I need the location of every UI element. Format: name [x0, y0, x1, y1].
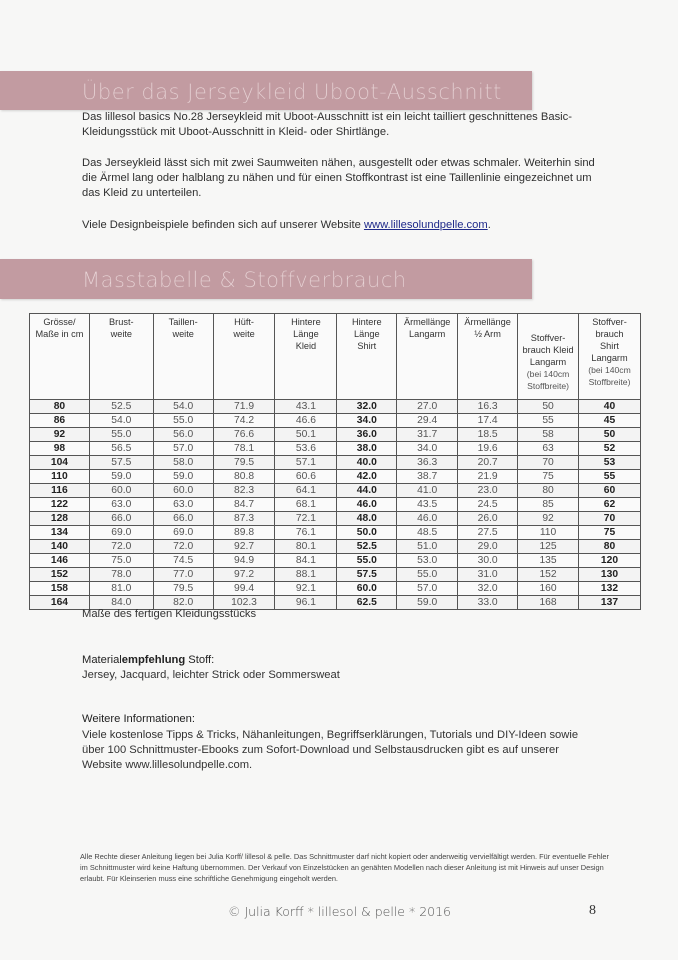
website-paragraph	[82, 218, 602, 233]
table-row	[30, 554, 641, 568]
table-cell: 70	[579, 512, 641, 526]
table-cell: 52	[579, 442, 641, 456]
size-table	[29, 313, 641, 610]
table-cell: 76.6	[213, 428, 275, 442]
table-cell: 84.7	[213, 498, 275, 512]
table-cell: 75	[518, 470, 579, 484]
table-cell: 74.5	[153, 554, 213, 568]
header-chest: Brust- weite	[89, 314, 153, 400]
header-back-length-dress: Hintere Länge Kleid	[275, 314, 337, 400]
table-cell: 88.1	[275, 568, 337, 582]
table-cell: 64.1	[275, 484, 337, 498]
table-cell: 46.0	[397, 512, 458, 526]
table-cell: 80.8	[213, 470, 275, 484]
header-size: Grösse/ Maße in cm	[30, 314, 90, 400]
table-row	[30, 512, 641, 526]
table-cell: 98	[30, 442, 90, 456]
table-row	[30, 456, 641, 470]
table-cell: 40	[579, 400, 641, 414]
table-cell: 46.6	[275, 414, 337, 428]
table-cell: 96.1	[275, 596, 337, 610]
table-cell: 104	[30, 456, 90, 470]
header-back-length-shirt: Hintere Länge Shirt	[337, 314, 397, 400]
table-cell: 89.8	[213, 526, 275, 540]
table-cell: 128	[30, 512, 90, 526]
table-cell: 45	[579, 414, 641, 428]
table-cell: 72.0	[89, 540, 153, 554]
table-cell: 69.0	[153, 526, 213, 540]
table-row	[30, 526, 641, 540]
table-cell: 59.0	[89, 470, 153, 484]
table-cell: 41.0	[397, 484, 458, 498]
table-cell: 50	[579, 428, 641, 442]
table-cell: 71.9	[213, 400, 275, 414]
table-cell: 116	[30, 484, 90, 498]
table-cell: 80.1	[275, 540, 337, 554]
table-row	[30, 484, 641, 498]
table-cell: 55.0	[397, 568, 458, 582]
table-cell: 58.0	[153, 456, 213, 470]
table-cell: 72.0	[153, 540, 213, 554]
table-cell: 120	[579, 554, 641, 568]
section-banner-size-table	[0, 259, 532, 299]
table-cell: 17.4	[458, 414, 518, 428]
table-row	[30, 582, 641, 596]
table-cell: 51.0	[397, 540, 458, 554]
table-cell: 21.9	[458, 470, 518, 484]
table-cell: 38.7	[397, 470, 458, 484]
table-row	[30, 568, 641, 582]
table-cell: 79.5	[153, 582, 213, 596]
table-cell: 122	[30, 498, 90, 512]
material-heading: Materialempfehlung Stoff:	[82, 654, 215, 666]
table-cell: 33.0	[458, 596, 518, 610]
table-cell: 53	[579, 456, 641, 470]
table-cell: 34.0	[397, 442, 458, 456]
table-cell: 24.5	[458, 498, 518, 512]
legal-notice: Alle Rechte dieser Anleitung liegen bei Julia Korff/ lillesol & pelle. Das Schnittmuster darf nicht kopiert oder anderweitig vervielfältigt werden. Für eventuelle Fehler im Schnittmuster wird keine Haftung übernommen. Der Verkauf von Einzelstücken an genähten Modellen nach dieser Anleitung ist mit Hinweis auf unser Design erlaubt. Für Kleinserien muss eine schriftliche Genehmigung eingeholt werden.	[80, 852, 609, 883]
table-cell: 75	[579, 526, 641, 540]
table-cell: 132	[579, 582, 641, 596]
table-cell: 60.0	[153, 484, 213, 498]
table-cell: 60	[579, 484, 641, 498]
table-cell: 80	[30, 400, 90, 414]
table-cell: 94.9	[213, 554, 275, 568]
table-cell: 56.5	[89, 442, 153, 456]
table-cell: 152	[518, 568, 579, 582]
intro-paragraph: Das lillesol basics No.28 Jerseykleid mit Uboot-Ausschnitt ist ein leicht tailliert geschnittenes Basic-Kleidungsstück mit Uboot-Ausschnitt in Kleid- oder Shirtlänge.	[82, 111, 572, 138]
table-cell: 69.0	[89, 526, 153, 540]
table-cell: 97.2	[213, 568, 275, 582]
table-cell: 56.0	[153, 428, 213, 442]
table-cell: 46.0	[337, 498, 397, 512]
table-cell: 50.1	[275, 428, 337, 442]
table-cell: 29.4	[397, 414, 458, 428]
table-cell: 20.7	[458, 456, 518, 470]
table-cell: 87.3	[213, 512, 275, 526]
table-cell: 74.2	[213, 414, 275, 428]
table-cell: 66.0	[153, 512, 213, 526]
table-cell: 76.1	[275, 526, 337, 540]
table-cell: 168	[518, 596, 579, 610]
table-cell: 52.5	[89, 400, 153, 414]
header-sleeve-half: Ärmellänge ½ Arm	[458, 314, 518, 400]
table-cell: 84.0	[89, 596, 153, 610]
table-cell: 62.5	[337, 596, 397, 610]
table-cell: 40.0	[337, 456, 397, 470]
header-sleeve-long: Ärmellänge Langarm	[397, 314, 458, 400]
table-cell: 134	[30, 526, 90, 540]
table-cell: 54.0	[89, 414, 153, 428]
table-header-row	[30, 314, 641, 400]
footer-copyright: © Julia Korff * lillesol & pelle * 2016	[228, 904, 452, 919]
table-cell: 75.0	[89, 554, 153, 568]
table-cell: 29.0	[458, 540, 518, 554]
table-cell: 60.0	[337, 582, 397, 596]
table-cell: 60.6	[275, 470, 337, 484]
website-link[interactable]: www.lillesolundpelle.com	[363, 219, 488, 231]
table-cell: 164	[30, 596, 90, 610]
table-cell: 84.1	[275, 554, 337, 568]
table-cell: 19.6	[458, 442, 518, 456]
table-cell: 63.0	[89, 498, 153, 512]
table-cell: 92.1	[275, 582, 337, 596]
table-cell: 16.3	[458, 400, 518, 414]
table-cell: 82.0	[153, 596, 213, 610]
table-body	[30, 400, 641, 610]
table-cell: 48.5	[397, 526, 458, 540]
table-cell: 66.0	[89, 512, 153, 526]
table-cell: 34.0	[337, 414, 397, 428]
table-cell: 110	[518, 526, 579, 540]
website-suffix: .	[487, 219, 491, 231]
table-cell: 58	[518, 428, 579, 442]
table-cell: 30.0	[458, 554, 518, 568]
table-cell: 78.0	[89, 568, 153, 582]
table-cell: 57.5	[89, 456, 153, 470]
table-cell: 31.7	[397, 428, 458, 442]
table-cell: 36.0	[337, 428, 397, 442]
table-row	[30, 442, 641, 456]
table-row	[30, 540, 641, 554]
table-cell: 99.4	[213, 582, 275, 596]
table-row	[30, 470, 641, 484]
table-cell: 52.5	[337, 540, 397, 554]
table-cell: 92	[518, 512, 579, 526]
header-fabric-dress: Stoffver- brauch Kleid Langarm (bei 140cm Stoffbreite)	[518, 314, 579, 400]
table-cell: 55.0	[337, 554, 397, 568]
info-heading: Weitere Informationen:	[82, 713, 195, 725]
table-cell: 43.1	[275, 400, 337, 414]
table-cell: 42.0	[337, 470, 397, 484]
table-cell: 146	[30, 554, 90, 568]
details-paragraph: Das Jerseykleid lässt sich mit zwei Saumweiten nähen, ausgestellt oder etwas schmaler. Weiterhin sind die Ärmel lang oder halblang zu nähen und für einen Stoffkontrast ist eine Taillenlinie eingezeichnet um das Kleid zu unterteilen.	[82, 157, 595, 199]
table-cell: 53.6	[275, 442, 337, 456]
table-cell: 26.0	[458, 512, 518, 526]
table-cell: 63.0	[153, 498, 213, 512]
table-cell: 82.3	[213, 484, 275, 498]
table-cell: 135	[518, 554, 579, 568]
table-cell: 32.0	[337, 400, 397, 414]
table-cell: 43.5	[397, 498, 458, 512]
table-cell: 92.7	[213, 540, 275, 554]
table-cell: 27.0	[397, 400, 458, 414]
table-cell: 44.0	[337, 484, 397, 498]
table-cell: 57.5	[337, 568, 397, 582]
table-cell: 55.0	[89, 428, 153, 442]
table-row	[30, 498, 641, 512]
table-cell: 32.0	[458, 582, 518, 596]
table-cell: 60.0	[89, 484, 153, 498]
header-fabric-shirt: Stoffver- brauch Shirt Langarm (bei 140cm Stoffbreite)	[579, 314, 641, 400]
table-cell: 62	[579, 498, 641, 512]
table-cell: 77.0	[153, 568, 213, 582]
page-number: 8	[589, 903, 596, 918]
table-cell: 70	[518, 456, 579, 470]
table-cell: 78.1	[213, 442, 275, 456]
table-cell: 152	[30, 568, 90, 582]
table-cell: 18.5	[458, 428, 518, 442]
table-cell: 38.0	[337, 442, 397, 456]
table-cell: 81.0	[89, 582, 153, 596]
table-cell: 125	[518, 540, 579, 554]
table-cell: 137	[579, 596, 641, 610]
section-banner-about	[0, 71, 532, 110]
table-cell: 53.0	[397, 554, 458, 568]
table-cell: 59.0	[153, 470, 213, 484]
table-cell: 59.0	[397, 596, 458, 610]
table-row	[30, 414, 641, 428]
info-text: Viele kostenlose Tipps & Tricks, Nähanleitungen, Begriffserklärungen, Tutorials und DIY-Ideen sowie über 100 Schnittmuster-Ebooks zum Sofort-Download und Selbstausdrucken gibt es auf unserer Website www.lillesolundpelle.com.	[82, 729, 579, 771]
table-cell: 86	[30, 414, 90, 428]
table-cell: 55.0	[153, 414, 213, 428]
header-waist: Taillen- weite	[153, 314, 213, 400]
header-hip: Hüft- weite	[213, 314, 275, 400]
table-cell: 160	[518, 582, 579, 596]
table-cell: 140	[30, 540, 90, 554]
table-cell: 50	[518, 400, 579, 414]
table-cell: 36.3	[397, 456, 458, 470]
table-cell: 48.0	[337, 512, 397, 526]
table-cell: 23.0	[458, 484, 518, 498]
table-cell: 57.0	[153, 442, 213, 456]
table-cell: 27.5	[458, 526, 518, 540]
table-cell: 55	[518, 414, 579, 428]
section-title-about: Über das Jerseykleid Uboot-Ausschnitt	[82, 80, 502, 104]
table-row	[30, 428, 641, 442]
table-cell: 57.1	[275, 456, 337, 470]
table-cell: 57.0	[397, 582, 458, 596]
table-cell: 72.1	[275, 512, 337, 526]
table-cell: 50.0	[337, 526, 397, 540]
table-cell: 80	[518, 484, 579, 498]
website-text: Viele Designbeispiele befinden sich auf unserer Website	[82, 219, 364, 231]
table-cell: 31.0	[458, 568, 518, 582]
table-cell: 92	[30, 428, 90, 442]
material-text: Jersey, Jacquard, leichter Strick oder Sommersweat	[82, 669, 340, 681]
section-title-size-table: Masstabelle & Stoffverbrauch	[82, 268, 407, 292]
table-cell: 158	[30, 582, 90, 596]
table-cell: 79.5	[213, 456, 275, 470]
table-cell: 110	[30, 470, 90, 484]
table-cell: 63	[518, 442, 579, 456]
table-note: Maße des fertigen Kleidungsstücks	[82, 608, 257, 620]
table-cell: 54.0	[153, 400, 213, 414]
table-cell: 80	[579, 540, 641, 554]
table-cell: 102.3	[213, 596, 275, 610]
table-cell: 68.1	[275, 498, 337, 512]
table-row	[30, 400, 641, 414]
table-cell: 55	[579, 470, 641, 484]
table-cell: 130	[579, 568, 641, 582]
table-cell: 85	[518, 498, 579, 512]
